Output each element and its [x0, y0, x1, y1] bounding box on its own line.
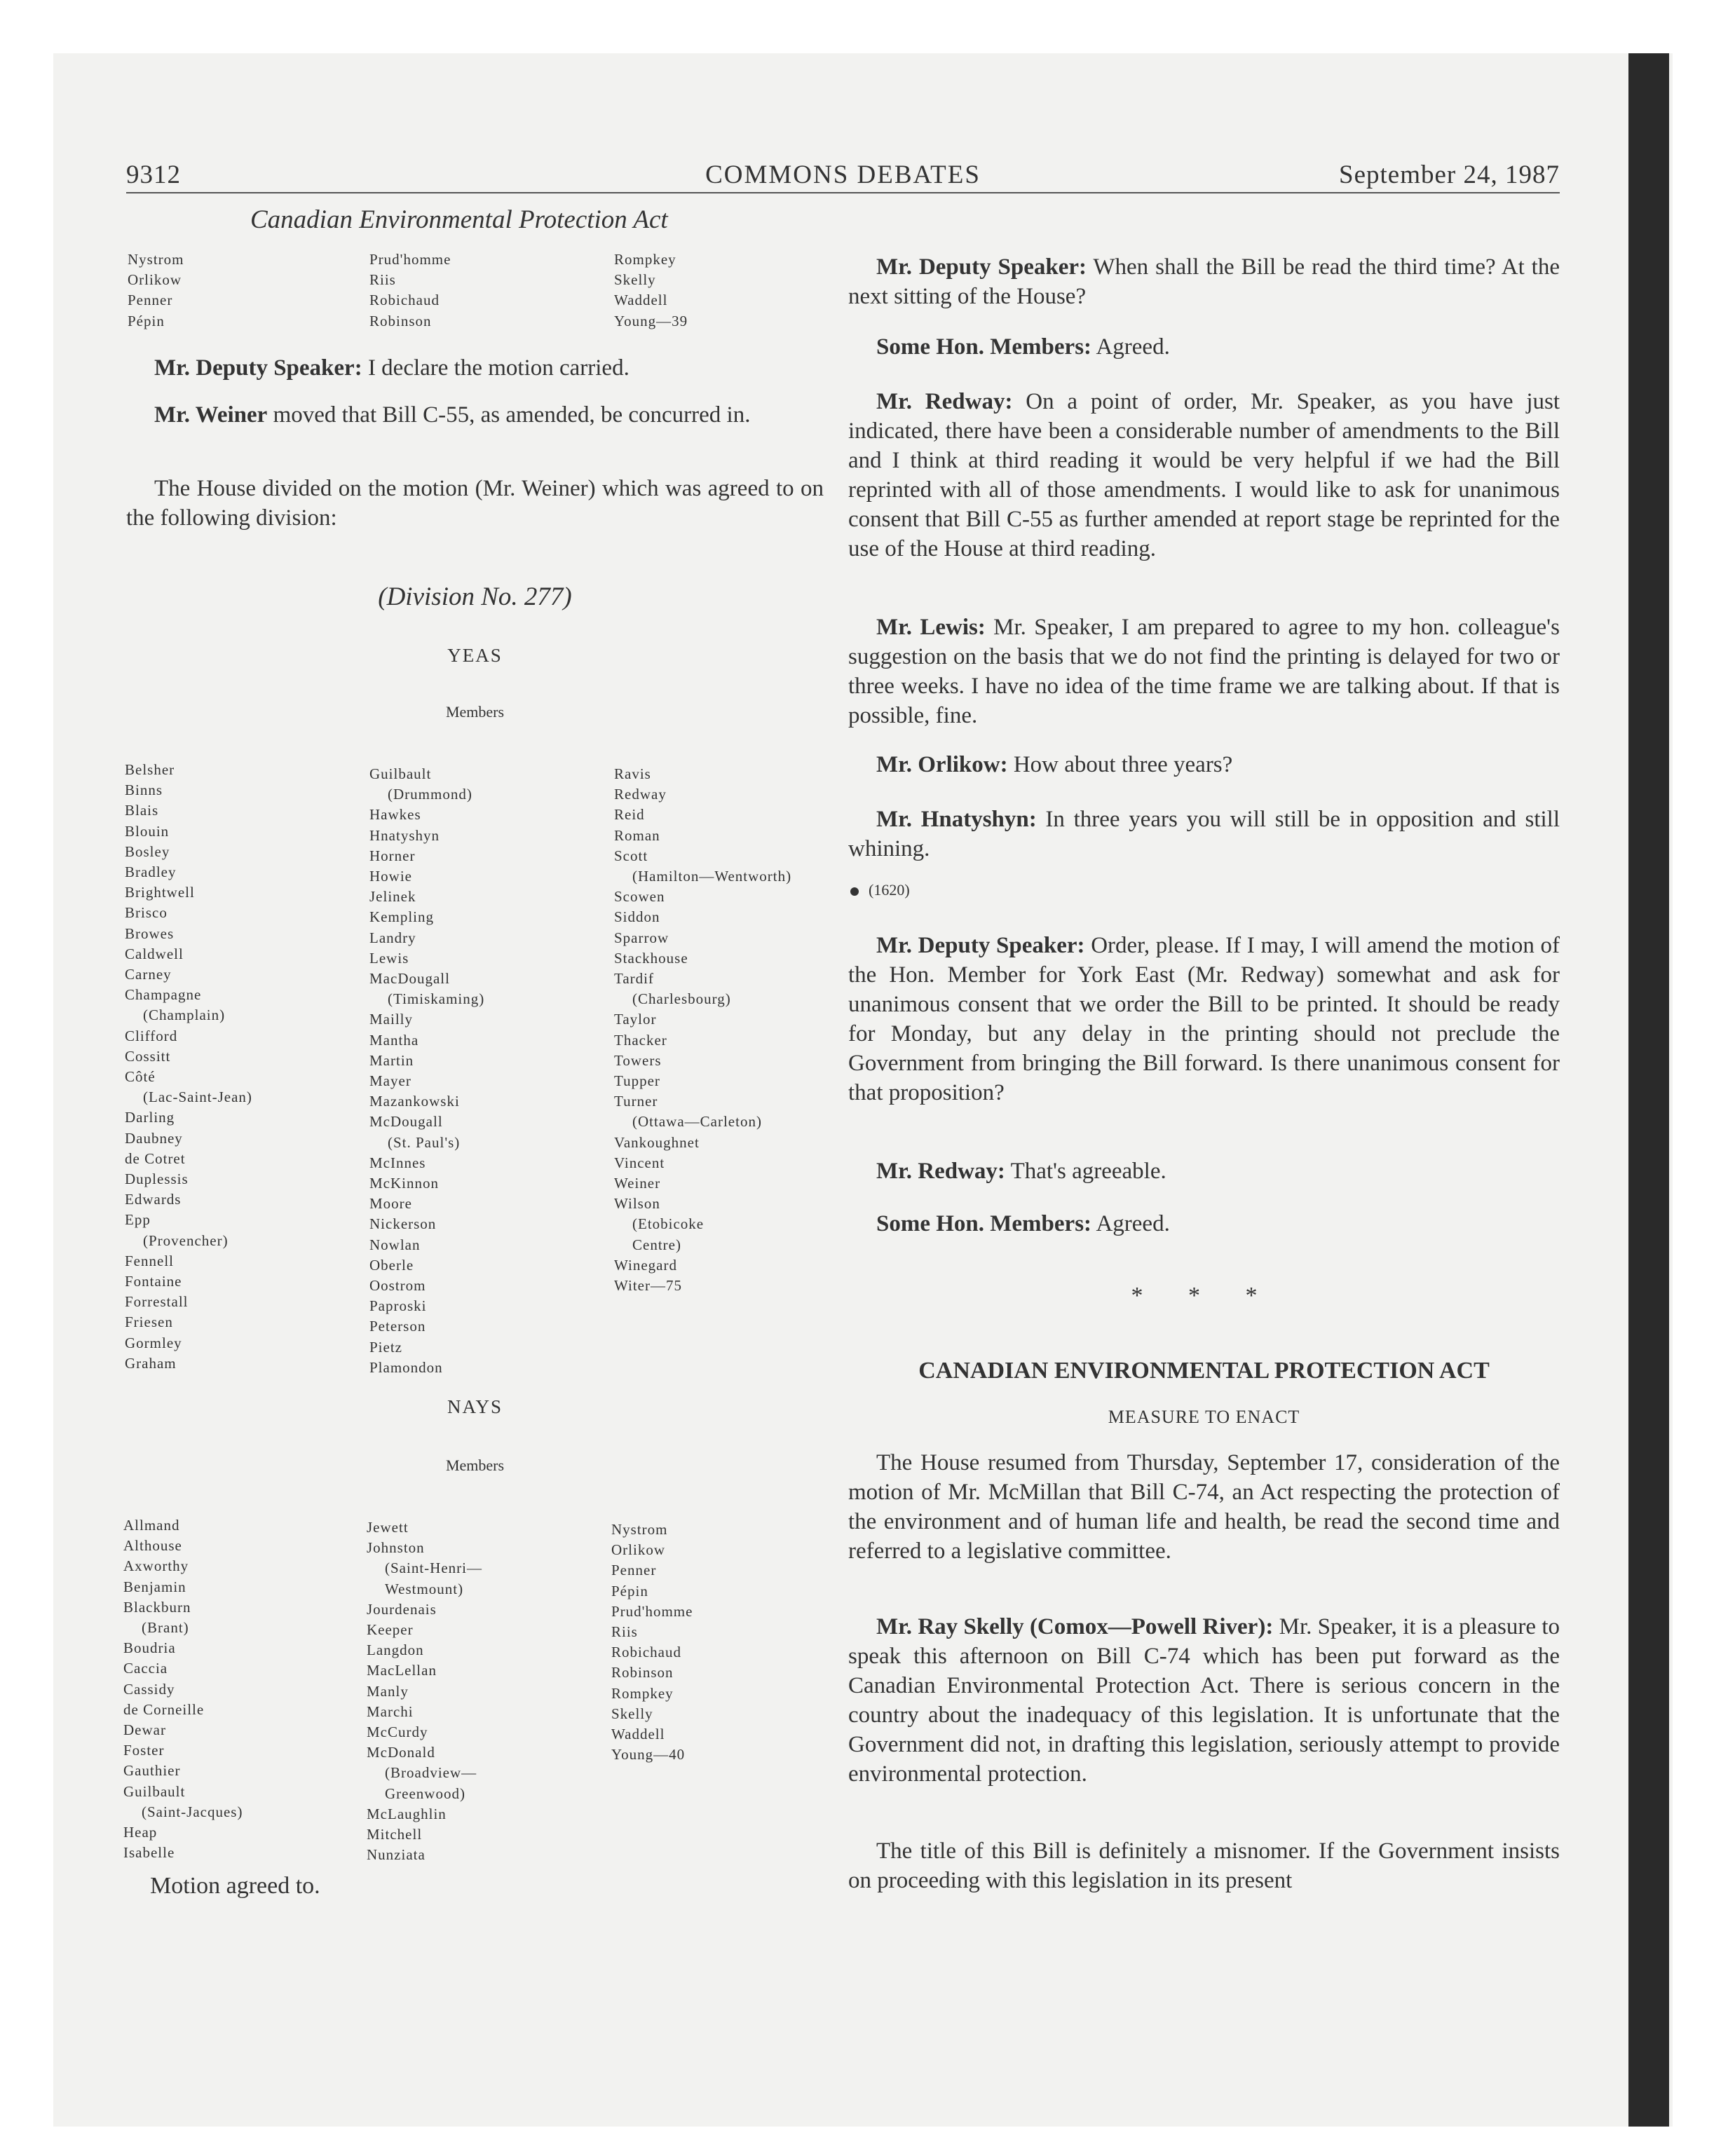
speech-text: Agreed.	[1091, 1211, 1170, 1236]
time-stamp	[850, 881, 910, 899]
member-name: Paproski	[369, 1297, 427, 1315]
member-name: Roman	[614, 826, 660, 844]
member-name: MacDougall	[369, 970, 450, 988]
member-name: Allmand	[123, 1517, 180, 1534]
right-para-2	[848, 332, 1560, 362]
member-name: Robichaud	[369, 292, 440, 309]
top-list-col1	[128, 250, 184, 332]
member-name: Ravis	[614, 765, 651, 782]
member-name: McDougall	[369, 1113, 443, 1131]
member-name: Pépin	[128, 312, 165, 329]
motion-agreed: Motion agreed to.	[150, 1873, 320, 1899]
member-name: Bradley	[125, 864, 177, 881]
member-name: Prud'homme	[611, 1602, 693, 1620]
right-para-12	[848, 1836, 1560, 1895]
member-name: de Corneille	[123, 1700, 205, 1718]
member-name: Westmount)	[385, 1580, 464, 1597]
member-name: Oostrom	[369, 1277, 426, 1295]
section-title: CANADIAN ENVIRONMENTAL PROTECTION ACT	[918, 1358, 1490, 1384]
member-name: Riis	[369, 271, 396, 289]
member-name: Skelly	[614, 271, 656, 289]
member-name: Jourdenais	[367, 1600, 437, 1618]
riding-name: (Charlesbourg)	[632, 990, 731, 1008]
member-name: Nystrom	[128, 251, 184, 268]
member-name: Kempling	[369, 908, 434, 926]
member-name: Taylor	[614, 1011, 657, 1028]
member-name: Blais	[125, 802, 159, 819]
member-name: Rompkey	[614, 251, 676, 268]
member-name: Sparrow	[614, 929, 669, 946]
member-name: Keeper	[367, 1621, 414, 1639]
member-name: Towers	[614, 1051, 662, 1069]
member-name: Guilbault	[123, 1782, 186, 1800]
speech-text: That's agreeable.	[1005, 1159, 1166, 1184]
member-name: Cassidy	[123, 1680, 175, 1698]
riding-name: (Broadview—	[385, 1764, 477, 1782]
member-name: Waddell	[611, 1726, 665, 1743]
member-name: Mayer	[369, 1072, 411, 1090]
member-name: Skelly	[611, 1705, 653, 1722]
speech-text: How about three years?	[1007, 752, 1233, 777]
member-name: Orlikow	[128, 271, 182, 289]
member-name: Pietz	[369, 1338, 402, 1356]
member-name: Howie	[369, 868, 412, 885]
nays-col3	[611, 1520, 693, 1765]
member-name: Brisco	[125, 904, 168, 922]
speech-text: The title of this Bill is definitely a misnomer. If the Government insists on proceeding with this legislation in its present	[848, 1838, 1560, 1893]
riding-name: (Drummond)	[388, 786, 472, 803]
riding-name: (St. Paul's)	[388, 1133, 461, 1151]
division-number: (Division No. 277)	[378, 582, 572, 611]
deputy-speaker-declaration	[126, 353, 824, 383]
member-name: Foster	[123, 1742, 165, 1759]
member-name: Robinson	[611, 1664, 674, 1681]
member-name: Belsher	[125, 761, 175, 778]
speech-text: Mr. Speaker, I am prepared to agree to my hon. colleague's suggestion on the basis that we do not find the printing is delayed for two or three weeks. I have no idea of the time frame we are talking about. If that is possible, fine.	[848, 615, 1560, 728]
member-name: Epp	[125, 1211, 151, 1229]
member-name: Binns	[125, 782, 163, 799]
member-name: Jewett	[367, 1519, 409, 1536]
member-name: Nunziata	[367, 1846, 426, 1864]
section-separator: * * *	[1131, 1283, 1277, 1309]
member-name: Bosley	[125, 842, 170, 860]
member-name: Vankoughnet	[614, 1133, 700, 1151]
member-name: Johnston	[367, 1539, 425, 1557]
member-name: Heap	[123, 1824, 158, 1841]
act-title: Canadian Environmental Protection Act	[250, 205, 668, 234]
member-name: Browes	[125, 925, 175, 942]
member-name: Cossitt	[125, 1047, 171, 1065]
member-name: Caldwell	[125, 945, 184, 962]
right-para-8	[848, 1157, 1560, 1186]
member-name: Duplessis	[125, 1171, 189, 1188]
riding-name: (Brant)	[142, 1619, 189, 1637]
member-name: Graham	[125, 1354, 177, 1372]
nays-members-label: Members	[445, 1456, 505, 1474]
yeas-col1	[125, 760, 252, 1374]
member-name: Benjamin	[123, 1578, 186, 1595]
time-stamp-text: (1620)	[869, 881, 910, 899]
speaker-name: Mr. Weiner	[154, 402, 268, 428]
nays-col1	[123, 1515, 243, 1863]
member-name: Tupper	[614, 1072, 660, 1090]
member-name: Boudria	[123, 1639, 176, 1657]
speaker-name: Some Hon. Members:	[876, 334, 1092, 360]
member-name: Plamondon	[369, 1358, 443, 1376]
section-subtitle: MEASURE TO ENACT	[1108, 1407, 1300, 1427]
right-para-7	[848, 931, 1560, 1107]
member-name: Manly	[367, 1682, 409, 1700]
member-name: Martin	[369, 1051, 414, 1069]
member-name: Blouin	[125, 822, 170, 840]
member-name: Mitchell	[367, 1826, 423, 1843]
weiner-motion	[126, 400, 824, 430]
member-name: Fontaine	[125, 1273, 182, 1290]
member-name: Langdon	[367, 1642, 424, 1659]
member-name: Centre)	[632, 1236, 681, 1253]
member-name: Young—39	[614, 312, 688, 329]
member-name: de Cotret	[125, 1149, 186, 1167]
member-name: Vincent	[614, 1154, 665, 1171]
member-name: McDonald	[367, 1744, 435, 1761]
member-name: Scott	[614, 847, 648, 864]
member-name: Dewar	[123, 1721, 166, 1739]
member-name: Robichaud	[611, 1644, 681, 1661]
member-name: Stackhouse	[614, 949, 688, 967]
right-para-10	[848, 1448, 1560, 1566]
right-para-6	[848, 805, 1560, 864]
right-para-1	[848, 252, 1560, 311]
member-name: Winegard	[614, 1256, 677, 1274]
riding-name: (Champlain)	[143, 1007, 226, 1024]
riding-name: (Lac-Saint-Jean)	[143, 1089, 252, 1106]
member-name: Siddon	[614, 908, 660, 926]
speech-text: I declare the motion carried.	[362, 355, 630, 381]
right-para-3	[848, 387, 1560, 564]
member-name: Reid	[614, 806, 645, 824]
member-name: Penner	[611, 1562, 657, 1579]
member-name: Champagne	[125, 986, 202, 1004]
speech-text: The House resumed from Thursday, September 17, consideration of the motion of Mr. McMillan that Bill C-74, an Act respecting the protection of the environment and of human life and health, be read the second time and referred to a legislative committee.	[848, 1450, 1560, 1564]
speaker-name: Mr. Hnatyshyn:	[876, 807, 1037, 832]
yeas-col2	[369, 764, 484, 1378]
speech-text: In three years you will still be in opposition and still whining.	[848, 807, 1560, 861]
member-name: Rompkey	[611, 1684, 674, 1702]
member-name: Mailly	[369, 1011, 413, 1028]
member-name: McKinnon	[369, 1175, 439, 1192]
member-name: Witer—75	[614, 1277, 682, 1295]
member-name: Fennell	[125, 1252, 174, 1269]
member-name: Lewis	[369, 949, 409, 967]
member-name: Tardif	[614, 970, 655, 988]
member-name: Oberle	[369, 1256, 414, 1274]
speech-text: Agreed.	[1091, 334, 1170, 360]
member-name: Horner	[369, 847, 416, 864]
top-list-col2	[369, 250, 451, 332]
member-name: Guilbault	[369, 765, 432, 782]
member-name: Daubney	[125, 1129, 183, 1147]
member-name: Marchi	[367, 1703, 414, 1720]
riding-name: (Etobicoke	[632, 1215, 705, 1233]
member-name: Scowen	[614, 888, 665, 906]
member-name: Peterson	[369, 1318, 426, 1335]
running-header	[126, 156, 1560, 193]
member-name: Turner	[614, 1093, 658, 1110]
member-name: Greenwood)	[385, 1785, 465, 1802]
riding-name: (Saint-Henri—	[385, 1560, 482, 1577]
page-number: 9312	[126, 161, 181, 189]
speaker-name: Some Hon. Members:	[876, 1211, 1092, 1236]
member-name: Carney	[125, 966, 172, 983]
member-name: Caccia	[123, 1660, 168, 1677]
member-name: Jelinek	[369, 888, 416, 906]
member-name: Prud'homme	[369, 251, 451, 268]
speaker-name: Mr. Orlikow:	[876, 752, 1008, 777]
member-name: Waddell	[614, 292, 668, 309]
riding-name: (Provencher)	[143, 1231, 229, 1249]
member-name: Moore	[369, 1195, 412, 1213]
bullet-icon	[850, 887, 859, 896]
member-name: Brightwell	[125, 884, 195, 901]
speech-text: moved that Bill C-55, as amended, be concurred in.	[267, 402, 751, 428]
member-name: Riis	[611, 1623, 638, 1641]
member-name: McInnes	[369, 1154, 426, 1171]
member-name: Côté	[125, 1068, 156, 1086]
member-name: Thacker	[614, 1031, 667, 1049]
journal-title: COMMONS DEBATES	[705, 161, 981, 189]
member-name: Hnatyshyn	[369, 826, 440, 844]
speech-text: On a point of order, Mr. Speaker, as you have just indicated, there have been a considerable number of amendments to the Bill and I think at third reading it would be very helpful if we had the Bill reprinted with all of those amendments. I would like to ask for unanimous consent that Bill C-55 as further amended at report stage be reprinted for the use of the House at third reading.	[848, 389, 1560, 561]
speaker-name: Mr. Lewis:	[876, 615, 986, 640]
member-name: Mantha	[369, 1031, 419, 1049]
right-para-4	[848, 613, 1560, 730]
speech-text: When shall the Bill be read the third time? At the next sitting of the House?	[848, 254, 1560, 309]
member-name: Nowlan	[369, 1236, 421, 1253]
member-name: Penner	[128, 292, 173, 309]
division-intro-text: The House divided on the motion (Mr. Weiner) which was agreed to on the following division:	[126, 476, 824, 531]
member-name: Young—40	[611, 1746, 686, 1763]
speaker-name: Mr. Redway:	[876, 1159, 1005, 1184]
right-para-9	[848, 1209, 1560, 1239]
member-name: Isabelle	[123, 1844, 175, 1862]
speaker-name: Mr. Deputy Speaker:	[876, 933, 1085, 958]
speech-text: Order, please. If I may, I will amend the motion of the Hon. Member for York East (Mr. Redway) somewhat and ask for unanimous consent that we order the Bill to be printed. It should be ready for Monday, but any delay in the printing should not preclude the Government from bringing the Bill forward. Is there unanimous consent for that proposition?	[848, 933, 1560, 1105]
member-name: Edwards	[125, 1191, 182, 1208]
right-para-5	[848, 750, 1560, 779]
riding-name: (Timiskaming)	[388, 990, 485, 1008]
member-name: Gauthier	[123, 1762, 181, 1780]
member-name: Nickerson	[369, 1215, 437, 1233]
speaker-name: Mr. Deputy Speaker:	[876, 254, 1087, 280]
member-name: Weiner	[614, 1175, 661, 1192]
member-name: McLaughlin	[367, 1805, 447, 1822]
right-para-11	[848, 1612, 1560, 1789]
member-name: McCurdy	[367, 1724, 428, 1741]
speech-text: Mr. Speaker, it is a pleasure to speak this afternoon on Bill C-74 which has been put forward as the Canadian Environmental Protection Act. There is serious concern in the country about the inadequacy of this legislation. It is unfortunate that the Government did not, in drafting this legislation, seriously attempt to provide environmental protection.	[848, 1614, 1560, 1787]
member-name: Forrestall	[125, 1293, 189, 1311]
member-name: Darling	[125, 1109, 175, 1126]
riding-name: (Saint-Jacques)	[142, 1803, 243, 1820]
page-date: September 24, 1987	[1339, 161, 1560, 189]
top-list-col3	[614, 250, 688, 332]
member-name: Blackburn	[123, 1598, 191, 1616]
riding-name: (Ottawa—Carleton)	[632, 1113, 762, 1131]
member-name: Redway	[614, 786, 667, 803]
member-name: Robinson	[369, 312, 432, 329]
yeas-members-label: Members	[445, 703, 505, 721]
member-name: Gormley	[125, 1334, 182, 1351]
yeas-label: YEAS	[447, 645, 503, 666]
member-name: Clifford	[125, 1027, 178, 1044]
riding-name: (Hamilton—Wentworth)	[632, 868, 792, 885]
speaker-name: Mr. Ray Skelly (Comox—Powell River):	[876, 1614, 1274, 1639]
speaker-name: Mr. Deputy Speaker:	[154, 355, 362, 381]
nays-label: NAYS	[447, 1396, 503, 1417]
member-name: Wilson	[614, 1195, 660, 1213]
member-name: Mazankowski	[369, 1093, 460, 1110]
yeas-col3	[614, 764, 791, 1296]
member-name: Axworthy	[123, 1557, 189, 1575]
nays-col2	[367, 1517, 482, 1865]
member-name: Pépin	[611, 1582, 648, 1599]
member-name: MacLellan	[367, 1662, 437, 1679]
member-name: Orlikow	[611, 1541, 665, 1559]
division-intro	[126, 474, 824, 533]
member-name: Friesen	[125, 1314, 173, 1331]
member-name: Nystrom	[611, 1521, 668, 1538]
speaker-name: Mr. Redway:	[876, 389, 1013, 414]
scan-edge-shadow	[1628, 53, 1669, 2127]
member-name: Hawkes	[369, 806, 421, 824]
member-name: Althouse	[123, 1537, 182, 1555]
member-name: Landry	[369, 929, 416, 946]
